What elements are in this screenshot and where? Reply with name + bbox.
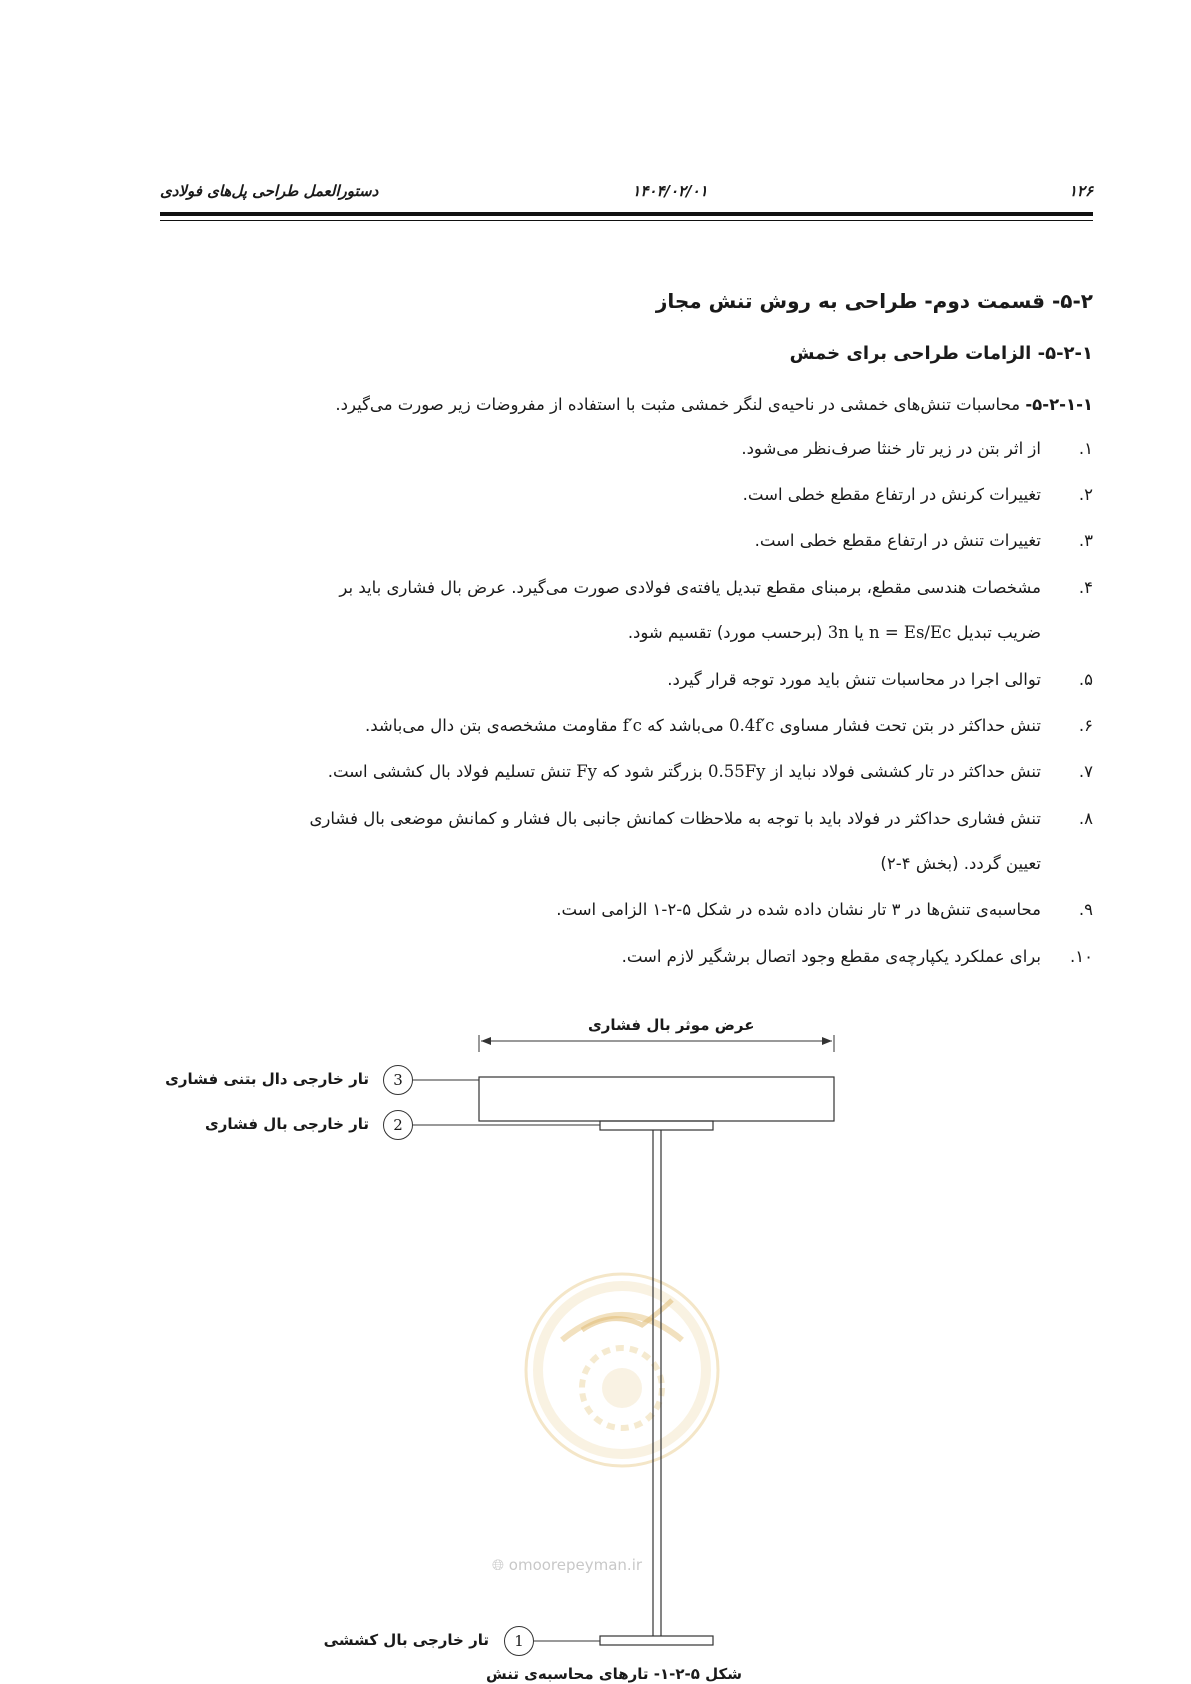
item-text: مشخصات هندسی مقطع، برمبنای مقطع تبدیل یافته‌ی فولادی صورت می‌گیرد. عرض بال فشاری باید بر (339, 578, 1041, 597)
header-date: ۱۴۰۴/۰۲/۰۱ (632, 182, 708, 200)
fiber-1-label: تار خارجی بال کششی (323, 1631, 489, 1649)
item-text: توالی اجرا در محاسبات تنش باید مورد توجه قرار گیرد. (667, 670, 1041, 689)
item-number: ۷. (1078, 762, 1093, 781)
figure-caption: شکل ۵-۲-۱- تارهای محاسبه‌ی تنش (486, 1665, 743, 1683)
fiber-3-label: تار خارجی دال بتنی فشاری (165, 1070, 369, 1088)
fiber-2-marker: 2 (383, 1110, 413, 1140)
item-number: ۲. (1078, 485, 1093, 504)
modular-ratio-formula: n = Es/Ec (868, 623, 952, 642)
effective-width-label: عرض موثر بال فشاری (588, 1016, 755, 1034)
item-number: ۶. (1078, 716, 1093, 735)
watermark-seal (522, 1270, 722, 1470)
steel-stress-formula: 0.55Fy (708, 762, 766, 781)
item-number: ۹. (1078, 900, 1093, 919)
clause-number: ۵-۲-۱-۱- (1025, 395, 1093, 414)
item-number: ۸. (1078, 809, 1093, 828)
fy-symbol: Fy (576, 762, 598, 781)
watermark-url: 🌐︎ omoorepeyman.ir (492, 1556, 643, 1574)
item-number: ۵. (1078, 670, 1093, 689)
subsection-heading: ۵-۲-۱- الزامات طراحی برای خمش (789, 343, 1093, 364)
item-number: ۱. (1078, 439, 1093, 458)
concrete-stress-formula: 0.4f′c (728, 716, 775, 735)
item-text: تنش حداکثر در بتن تحت فشار مساوی 0.4f′c می‌باشد که f′c مقاومت مشخصه‌ی بتن دال می‌باشد. (365, 716, 1041, 735)
item-text-line2: ضریب تبدیل n = Es/Ec یا 3n (برحسب مورد) تقسیم شود. (627, 623, 1041, 642)
section-heading: ۵-۲- قسمت دوم- طراحی به روش تنش مجاز (655, 289, 1093, 313)
item-text: محاسبه‌ی تنش‌ها در ۳ تار نشان داده شده در شکل ۵-۲-۱ الزامی است. (556, 900, 1041, 919)
item-text: تنش فشاری حداکثر در فولاد باید با توجه به ملاحظات کمانش جانبی بال فشار و کمانش موضعی بال فشاری (309, 809, 1041, 828)
item-text-line2: تعیین گردد. (بخش ۴-۲) (880, 854, 1041, 873)
clause-paragraph (335, 392, 1093, 418)
fiber-2-label: تار خارجی بال فشاری (204, 1115, 369, 1133)
modular-ratio-3n: 3n (827, 623, 849, 642)
page-header (160, 180, 1093, 212)
item-text: برای عملکرد یکپارچه‌ی مقطع وجود اتصال برشگیر لازم است. (621, 947, 1041, 966)
header-rule-thick (160, 212, 1093, 216)
item-number: ۳. (1078, 531, 1093, 550)
document-title: دستورالعمل طراحی پل‌های فولادی (160, 182, 379, 200)
item-number: ۴. (1078, 578, 1093, 597)
fiber-1-marker: 1 (504, 1626, 534, 1656)
fc-symbol: f′c (622, 716, 642, 735)
item-number: ۱۰. (1070, 947, 1093, 966)
clause-text: محاسبات تنش‌های خمشی در ناحیه‌ی لنگر خمشی مثبت با استفاده از مفروضات زیر صورت می‌گیرد. (335, 395, 1026, 414)
fiber-3-marker: 3 (383, 1065, 413, 1095)
header-rule-thin (160, 220, 1093, 221)
item-text: از اثر بتن در زیر تار خنثا صرف‌نظر می‌شود. (741, 439, 1041, 458)
item-text: تغییرات تنش در ارتفاع مقطع خطی است. (754, 531, 1041, 550)
item-text: تغییرات کرنش در ارتفاع مقطع خطی است. (742, 485, 1041, 504)
item-text: تنش حداکثر در تار کششی فولاد نباید از 0.55Fy بزرگتر شود که Fy تنش تسلیم فولاد بال کششی است. (327, 762, 1041, 781)
page-number: ۱۲۶ (1068, 182, 1093, 200)
